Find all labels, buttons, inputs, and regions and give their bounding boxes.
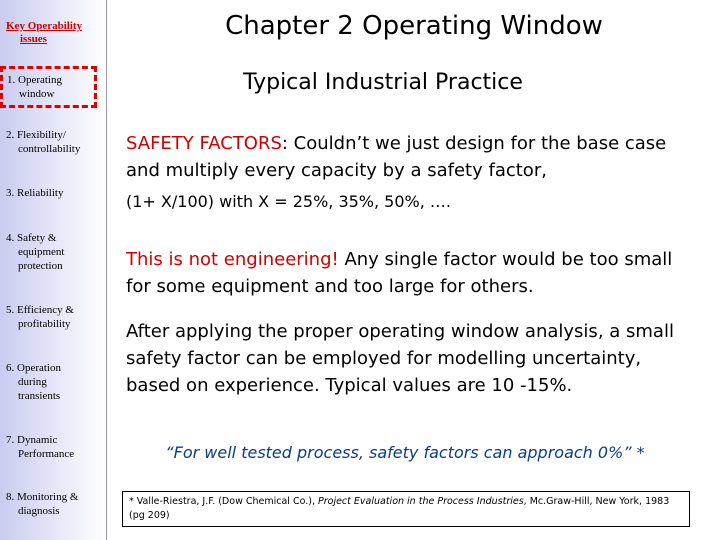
paragraph-not-engineering xyxy=(126,246,696,300)
sidebar-item-dynamic-performance[interactable] xyxy=(6,433,104,461)
sidebar-item-label: diagnosis xyxy=(18,505,60,517)
safety-factor-formula: (1+ X/100) with X = 25%, 35%, 50%, …. xyxy=(126,192,451,211)
safety-factors-text: : Couldn’t we just design for the base case and multiply every capacity by a safety factor, xyxy=(126,133,667,181)
sidebar-item-label: protection xyxy=(18,260,63,272)
section-subtitle: Typical Industrial Practice xyxy=(243,70,523,95)
sidebar-item-label: Performance xyxy=(18,448,75,460)
sidebar-item-efficiency[interactable] xyxy=(6,303,104,331)
paragraph-operating-window-analysis: After applying the proper operating window analysis, a small safety factor can be employed for modelling uncertainty, based on experience. Typical values are 10 -15%. xyxy=(126,321,674,396)
sidebar-item-label: 3. Reliability xyxy=(6,187,64,199)
sidebar-item-label: equipment xyxy=(18,246,65,258)
sidebar-item-label: 1. Operating xyxy=(7,74,62,86)
safety-factors-term: SAFETY FACTORS xyxy=(126,133,282,154)
sidebar-item-label: 5. Efficiency & xyxy=(6,304,74,316)
not-engineering-text: Any single factor would be too small for some equipment and too large for others. xyxy=(126,249,673,297)
sidebar-item-label: 2. Flexibility/ xyxy=(6,129,66,141)
sidebar-heading-line2: issues xyxy=(20,33,47,45)
footnote-author: * Valle-Riestra, J.F. (Dow Chemical Co.), xyxy=(129,496,318,507)
sidebar-item-transients[interactable] xyxy=(6,361,104,403)
sidebar-item-label: 4. Safety & xyxy=(6,232,57,244)
sidebar-heading[interactable] xyxy=(6,20,102,46)
sidebar-heading-line1: Key Operability xyxy=(6,20,83,32)
sidebar-item-label: during xyxy=(18,376,47,388)
sidebar-item-label: window xyxy=(19,88,55,100)
quote: “For well tested process, safety factors can approach 0%” * xyxy=(165,443,645,462)
sidebar-item-flexibility[interactable] xyxy=(6,128,104,156)
sidebar-item-operating-window[interactable] xyxy=(0,66,97,108)
sidebar-item-monitoring[interactable] xyxy=(6,490,104,518)
sidebar-item-label: 6. Operation xyxy=(6,362,61,374)
sidebar-item-label: profitability xyxy=(18,318,71,330)
page-title: Chapter 2 Operating Window xyxy=(225,11,603,41)
footnote xyxy=(122,491,690,527)
sidebar-item-label: transients xyxy=(18,390,61,402)
footnote-book-title: Project Evaluation in the Process Industries xyxy=(318,496,524,507)
sidebar-item-safety[interactable] xyxy=(6,231,104,273)
sidebar xyxy=(0,0,107,540)
footnote-publisher: , Mc.Graw-Hill, New York, 1983 (pg 209) xyxy=(129,496,670,521)
sidebar-item-label: controllability xyxy=(18,143,81,155)
sidebar-item-label: 7. Dynamic xyxy=(6,434,58,446)
not-engineering-term: This is not engineering! xyxy=(126,249,339,270)
sidebar-item-label: 8. Monitoring & xyxy=(6,491,79,503)
sidebar-item-reliability[interactable] xyxy=(6,186,104,200)
paragraph-safety-factors xyxy=(126,130,696,215)
